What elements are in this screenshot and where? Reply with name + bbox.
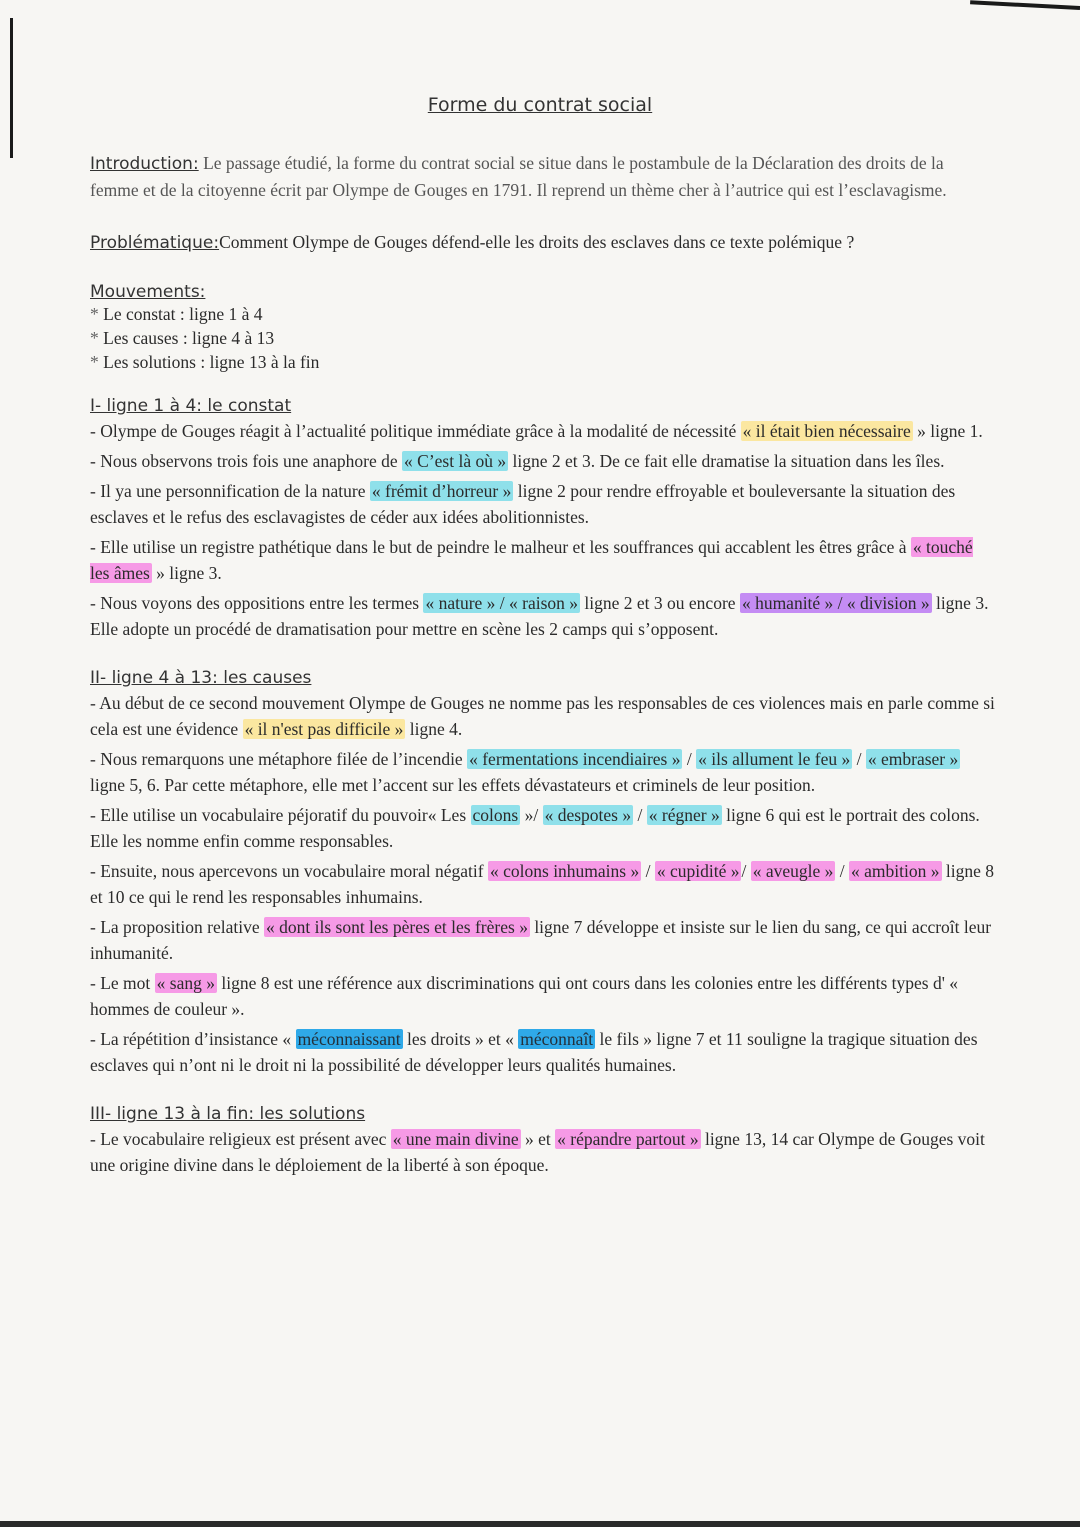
intro-paragraph (90, 150, 995, 203)
section-2-paragraph (90, 858, 995, 910)
intro-text: Le passage étudié, la forme du contrat social se situe dans le postambule de la Déclaration des droits de la femme et de la citoyenne écrit par Olympe de Gouges en 1791. Il reprend un thème cher à l’autrice qui est l’esclavagisme. (90, 153, 947, 200)
text-run: - Il ya une personnification de la nature (90, 481, 370, 501)
text-run: » ligne 3. (151, 563, 222, 583)
highlight-magenta: « touché les âmes (90, 537, 973, 583)
text-run: ligne 3. Elle adopte un procédé de dramatisation pour mettre en scène les 2 camps qui s’opposent. (90, 593, 989, 639)
section-2-paragraph (90, 802, 995, 854)
highlight-yellow: « il était bien nécessaire (742, 421, 911, 441)
text-run: ligne 8 et 10 ce qui le rend les responsables inhumains. (90, 861, 994, 907)
mouvements-label: Mouvements: (90, 282, 206, 302)
text-run: ligne 2 pour rendre effroyable et bouleversante la situation des esclaves et le refus des esclavagistes de céder aux idées abolitionnistes. (90, 481, 956, 527)
highlight-magenta: « sang » (156, 973, 215, 993)
text-run: / (633, 805, 647, 825)
text-run: / (741, 861, 751, 881)
section-2-paragraph (90, 746, 995, 798)
text-run: ligne 13, 14 car Olympe de Gouges voit une origine divine dans le déploiement de la liberté à son époque. (90, 1129, 985, 1175)
document-body (90, 150, 995, 1182)
section-2-paragraph (90, 690, 995, 742)
highlight-magenta: « une main divine (392, 1129, 519, 1149)
text-run: / (641, 861, 655, 881)
highlight-magenta: « cupidité » (656, 861, 740, 881)
highlight-cyan: « embraser » (867, 749, 959, 769)
text-run: - La répétition d’insistance « (90, 1029, 296, 1049)
section-1-paragraph (90, 448, 995, 474)
text-run: - Nous remarquons une métaphore filée de l’incendie (90, 749, 468, 769)
section-1-paragraph (90, 418, 995, 444)
section-2-paragraph (90, 970, 995, 1022)
section-2-paragraph (90, 1026, 995, 1078)
highlight-magenta: « ambition » (851, 861, 940, 881)
section-heading-2: II- ligne 4 à 13: les causes (90, 668, 312, 688)
text-run: ligne 5, 6. Par cette métaphore, elle met l’accent sur les effets dévastateurs et criminels de leur position. (90, 775, 816, 795)
highlight-cyan: « frémit d’horreur » (371, 481, 512, 501)
highlight-magenta: « répandre partout » (557, 1129, 699, 1149)
intro-label: Introduction: (90, 154, 199, 174)
text-run: / (852, 749, 866, 769)
section-3-paragraph (90, 1126, 995, 1178)
text-run: - Le mot (90, 973, 155, 993)
section-heading-3: III- ligne 13 à la fin: les solutions (90, 1104, 366, 1124)
section-2-paragraph (90, 914, 995, 966)
text-run: - Ensuite, nous apercevons un vocabulaire moral négatif (90, 861, 488, 881)
highlight-magenta: « colons inhumains » (490, 861, 640, 881)
text-run: ligne 4. (405, 719, 463, 739)
list-item: * Les causes : ligne 4 à 13 (90, 326, 995, 350)
highlight-cyan: « C’est là où » (404, 451, 507, 471)
highlight-cyan: « ils allument le feu » (698, 749, 851, 769)
section-1-paragraph (90, 534, 995, 586)
text-run: »/ (520, 805, 543, 825)
text-run: - Le vocabulaire religieux est présent avec (90, 1129, 391, 1149)
text-run: - Nous voyons des oppositions entre les termes (90, 593, 424, 613)
highlight-purple: « humanité » / « division » (741, 593, 930, 613)
problematique-paragraph (90, 229, 995, 256)
section-1-paragraph (90, 478, 995, 530)
text-run: » ligne 1. (912, 421, 983, 441)
text-run: » et (520, 1129, 556, 1149)
highlight-cyan: « despotes » (544, 805, 632, 825)
scan-edge-mark (10, 18, 13, 158)
section-heading-1: I- ligne 1 à 4: le constat (90, 396, 292, 416)
text-run: - Olympe de Gouges réagit à l’actualité politique immédiate grâce à la modalité de nécessité (90, 421, 741, 441)
highlight-blue: méconnaît (520, 1029, 594, 1049)
text-run: ligne 7 développe et insiste sur le lien du sang, ce qui accroît leur inhumanité. (90, 917, 992, 963)
text-run: ligne 2 et 3. De ce fait elle dramatise la situation dans les îles. (508, 451, 945, 471)
text-run: ligne 2 et 3 ou encore (580, 593, 740, 613)
scan-edge-mark (0, 1521, 1080, 1527)
problematique-text: Comment Olympe de Gouges défend-elle les droits des esclaves dans ce texte polémique ? (219, 232, 855, 252)
list-item: * Le constat : ligne 1 à 4 (90, 302, 995, 326)
highlight-magenta: « aveugle » (752, 861, 834, 881)
section-1-paragraph (90, 590, 995, 642)
text-run: - Elle utilise un vocabulaire péjoratif du pouvoir« Les (90, 805, 471, 825)
mouvements-list (90, 302, 995, 374)
page-title: Forme du contrat social (427, 94, 653, 116)
highlight-cyan: « régner » (648, 805, 720, 825)
list-item: * Les solutions : ligne 13 à la fin (90, 350, 995, 374)
text-run: - Nous observons trois fois une anaphore de (90, 451, 403, 471)
text-run: - La proposition relative (90, 917, 264, 937)
highlight-blue: méconnaissant (297, 1029, 401, 1049)
text-run: - Elle utilise un registre pathétique dans le but de peindre le malheur et les souffrances qui accablent les êtres grâce à (90, 537, 911, 557)
highlight-yellow: « il n'est pas difficile » (244, 719, 404, 739)
highlight-cyan: colons (472, 805, 519, 825)
text-run: / (835, 861, 850, 881)
text-run: les droits » et « (402, 1029, 519, 1049)
text-run: le fils » ligne 7 et 11 souligne la tragique situation des esclaves qui n’ont ni le droit ni la possibilité de développer leurs qualités humaines. (90, 1029, 978, 1075)
text-run: - Au début de ce second mouvement Olympe de Gouges ne nomme pas les responsables de ces violences mais en parle comme si cela est une évidence (90, 693, 995, 739)
highlight-magenta: « dont ils sont les pères et les frères » (265, 917, 528, 937)
text-run: / (682, 749, 697, 769)
text-run: ligne 6 qui est le portrait des colons. Elle les nomme enfin comme responsables. (90, 805, 980, 851)
highlight-cyan: « fermentations incendiaires » (469, 749, 681, 769)
highlight-cyan: « nature » / « raison » (425, 593, 579, 613)
problematique-label: Problématique: (90, 233, 220, 253)
scan-edge-mark (970, 0, 1080, 10)
text-run: ligne 8 est une référence aux discriminations qui ont cours dans les colonies entre les différents types d' « hommes de couleur ». (90, 973, 958, 1019)
